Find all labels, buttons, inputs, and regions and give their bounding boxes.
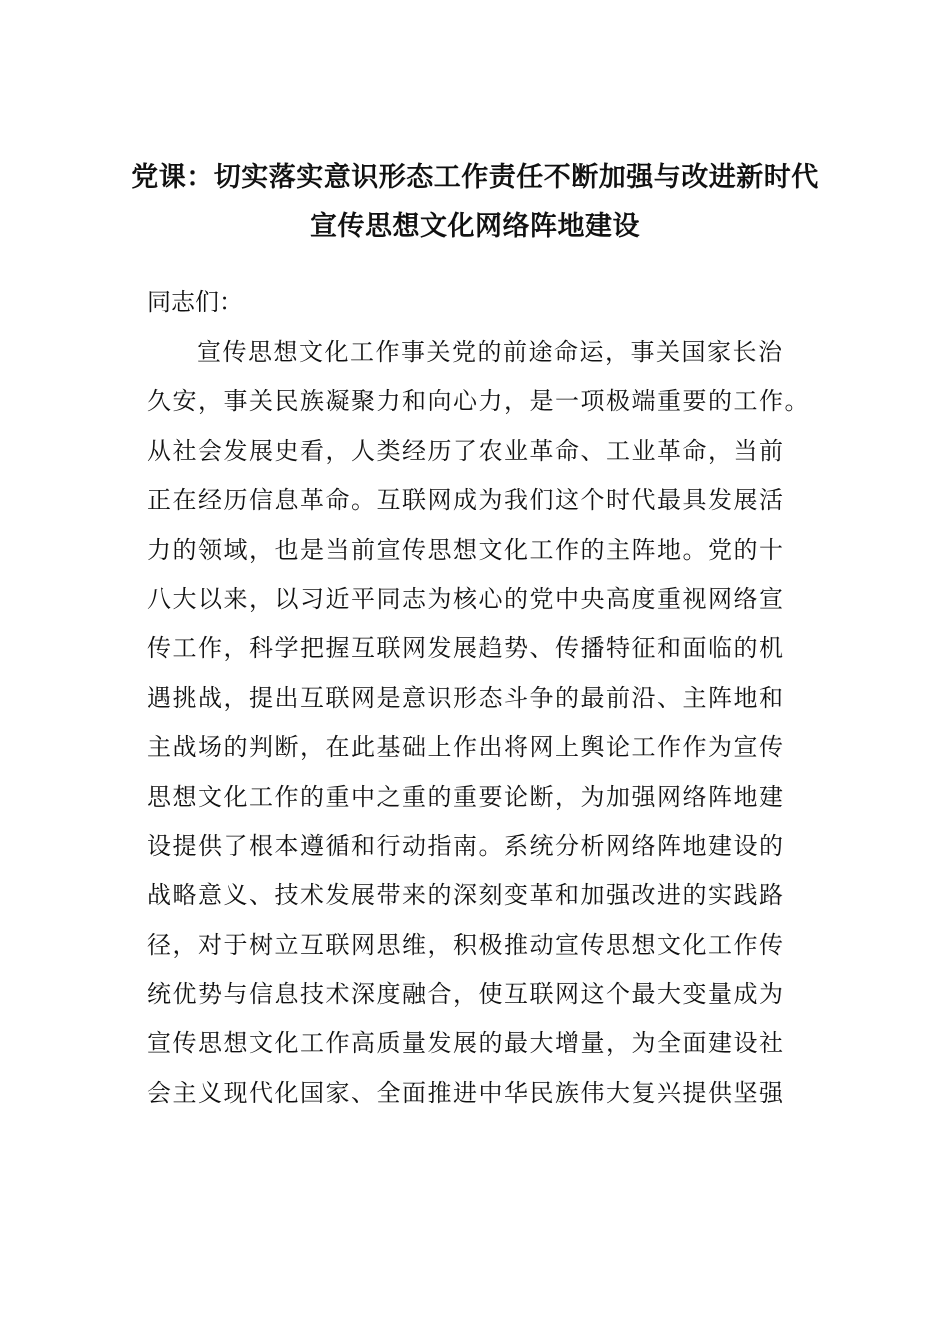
body-line: 思想文化工作的重中之重的重要论断，为加强网络阵地建 [147,782,785,811]
body-line: 宣传思想文化工作高质量发展的最大增量，为全面建设社 [147,1029,785,1058]
body-line: 设提供了根本遵循和行动指南。系统分析网络阵地建设的 [147,831,785,860]
body-line: 八大以来，以习近平同志为核心的党中央高度重视网络宣 [147,584,785,613]
body-line: 遇挑战，提出互联网是意识形态斗争的最前沿、主阵地和 [147,683,785,712]
body-line: 正在经历信息革命。互联网成为我们这个时代最具发展活 [147,486,785,515]
document-title-line-2: 宣传思想文化网络阵地建设 [310,211,640,242]
salutation: 同志们： [147,288,243,316]
body-line: 传工作，科学把握互联网发展趋势、传播特征和面临的机 [147,634,785,663]
body-line: 战略意义、技术发展带来的深刻变革和加强改进的实践路 [147,881,785,910]
body-line: 宣传思想文化工作事关党的前途命运，事关国家长治 [197,338,784,366]
document-title-line-1: 党课：切实落实意识形态工作责任不断加强与改进新时代 [131,162,819,193]
body-line: 久安，事关民族凝聚力和向心力，是一项极端重要的工作。 [147,387,810,416]
body-line: 径，对于树立互联网思维，积极推动宣传思想文化工作传 [147,930,785,959]
body-line: 统优势与信息技术深度融合，使互联网这个最大变量成为 [147,980,785,1009]
body-line: 会主义现代化国家、全面推进中华民族伟大复兴提供坚强 [147,1078,785,1107]
body-line: 从社会发展史看，人类经历了农业革命、工业革命，当前 [147,436,785,465]
body-line: 力的领域，也是当前宣传思想文化工作的主阵地。党的十 [147,535,785,564]
body-paragraph [147,335,810,1125]
body-line: 主战场的判断，在此基础上作出将网上舆论工作作为宣传 [147,733,785,762]
